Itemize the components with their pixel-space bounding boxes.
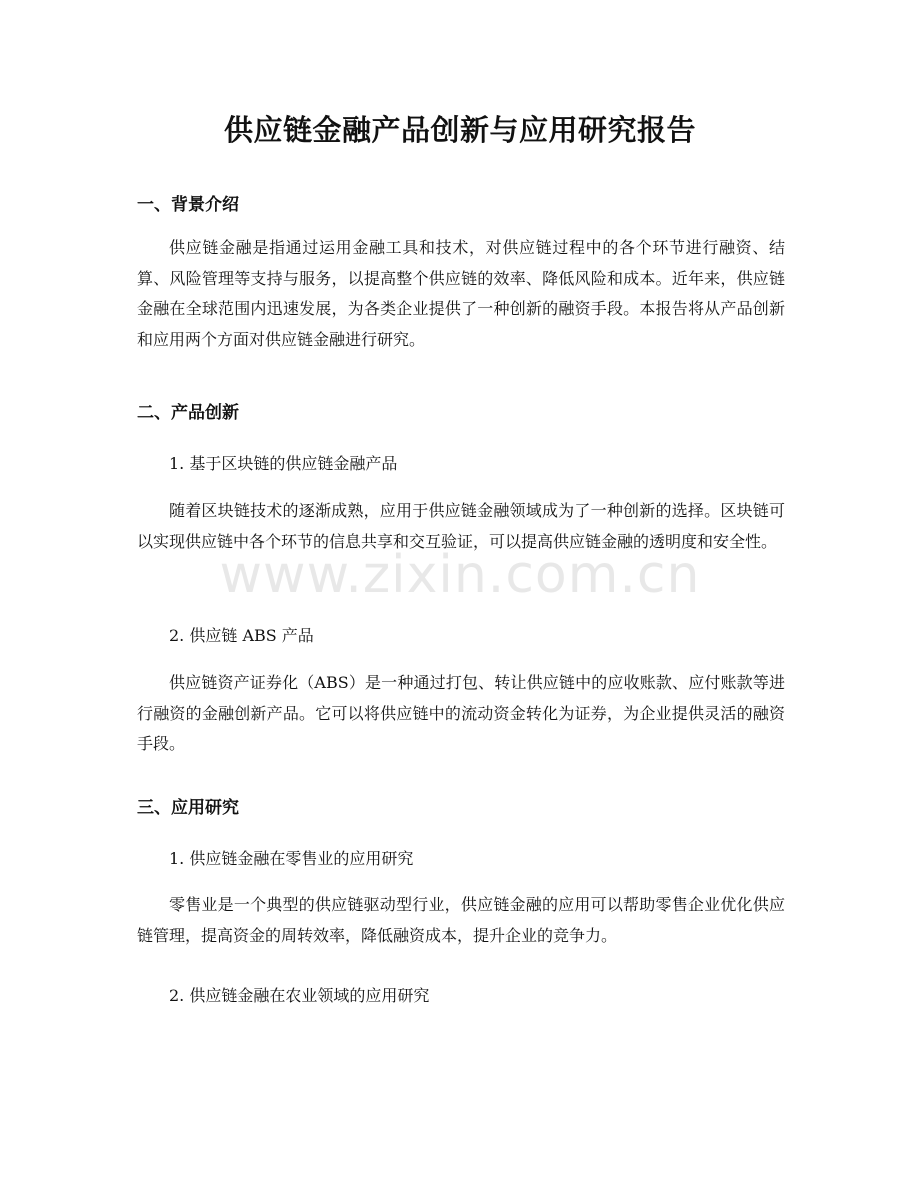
section-paragraph-background: 供应链金融是指通过运用金融工具和技术，对供应链过程中的各个环节进行融资、结算、风险管理等支持与服务，以提高整个供应链的效率、降低风险和成本。近年来，供应链金融在全球范围内迅速发展，为各类企业提供了一种创新的融资手段。本报告将从产品创新和应用两个方面对供应链金融进行研究。 — [137, 238, 785, 349]
watermark-text: www.zixin.com.cn — [219, 545, 701, 605]
subheading-agriculture-application: 2. 供应链金融在农业领域的应用研究 — [169, 986, 430, 1005]
subheading-abs-product: 2. 供应链 ABS 产品 — [169, 626, 314, 645]
section-heading-application-research: 三、应用研究 — [137, 798, 239, 818]
document-title: 供应链金融产品创新与应用研究报告 — [223, 113, 696, 147]
section-heading-background: 一、背景介绍 — [137, 195, 239, 215]
subheading-retail-application: 1. 供应链金融在零售业的应用研究 — [169, 849, 414, 868]
paragraph-abs-product: 供应链资产证券化（ABS）是一种通过打包、转让供应链中的应收账款、应付账款等进行融资的金融创新产品。它可以将供应链中的流动资金转化为证券，为企业提供灵活的融资手段。 — [137, 673, 785, 753]
paragraph-blockchain-product: 随着区块链技术的逐渐成熟，应用于供应链金融领域成为了一种创新的选择。区块链可以实现供应链中各个环节的信息共享和交互验证，可以提高供应链金融的透明度和安全性。 — [137, 501, 785, 551]
paragraph-retail-application: 零售业是一个典型的供应链驱动型行业，供应链金融的应用可以帮助零售企业优化供应链管理，提高资金的周转效率，降低融资成本，提升企业的竞争力。 — [137, 895, 785, 945]
subheading-blockchain-product: 1. 基于区块链的供应链金融产品 — [169, 454, 398, 473]
section-heading-product-innovation: 二、产品创新 — [137, 403, 239, 423]
